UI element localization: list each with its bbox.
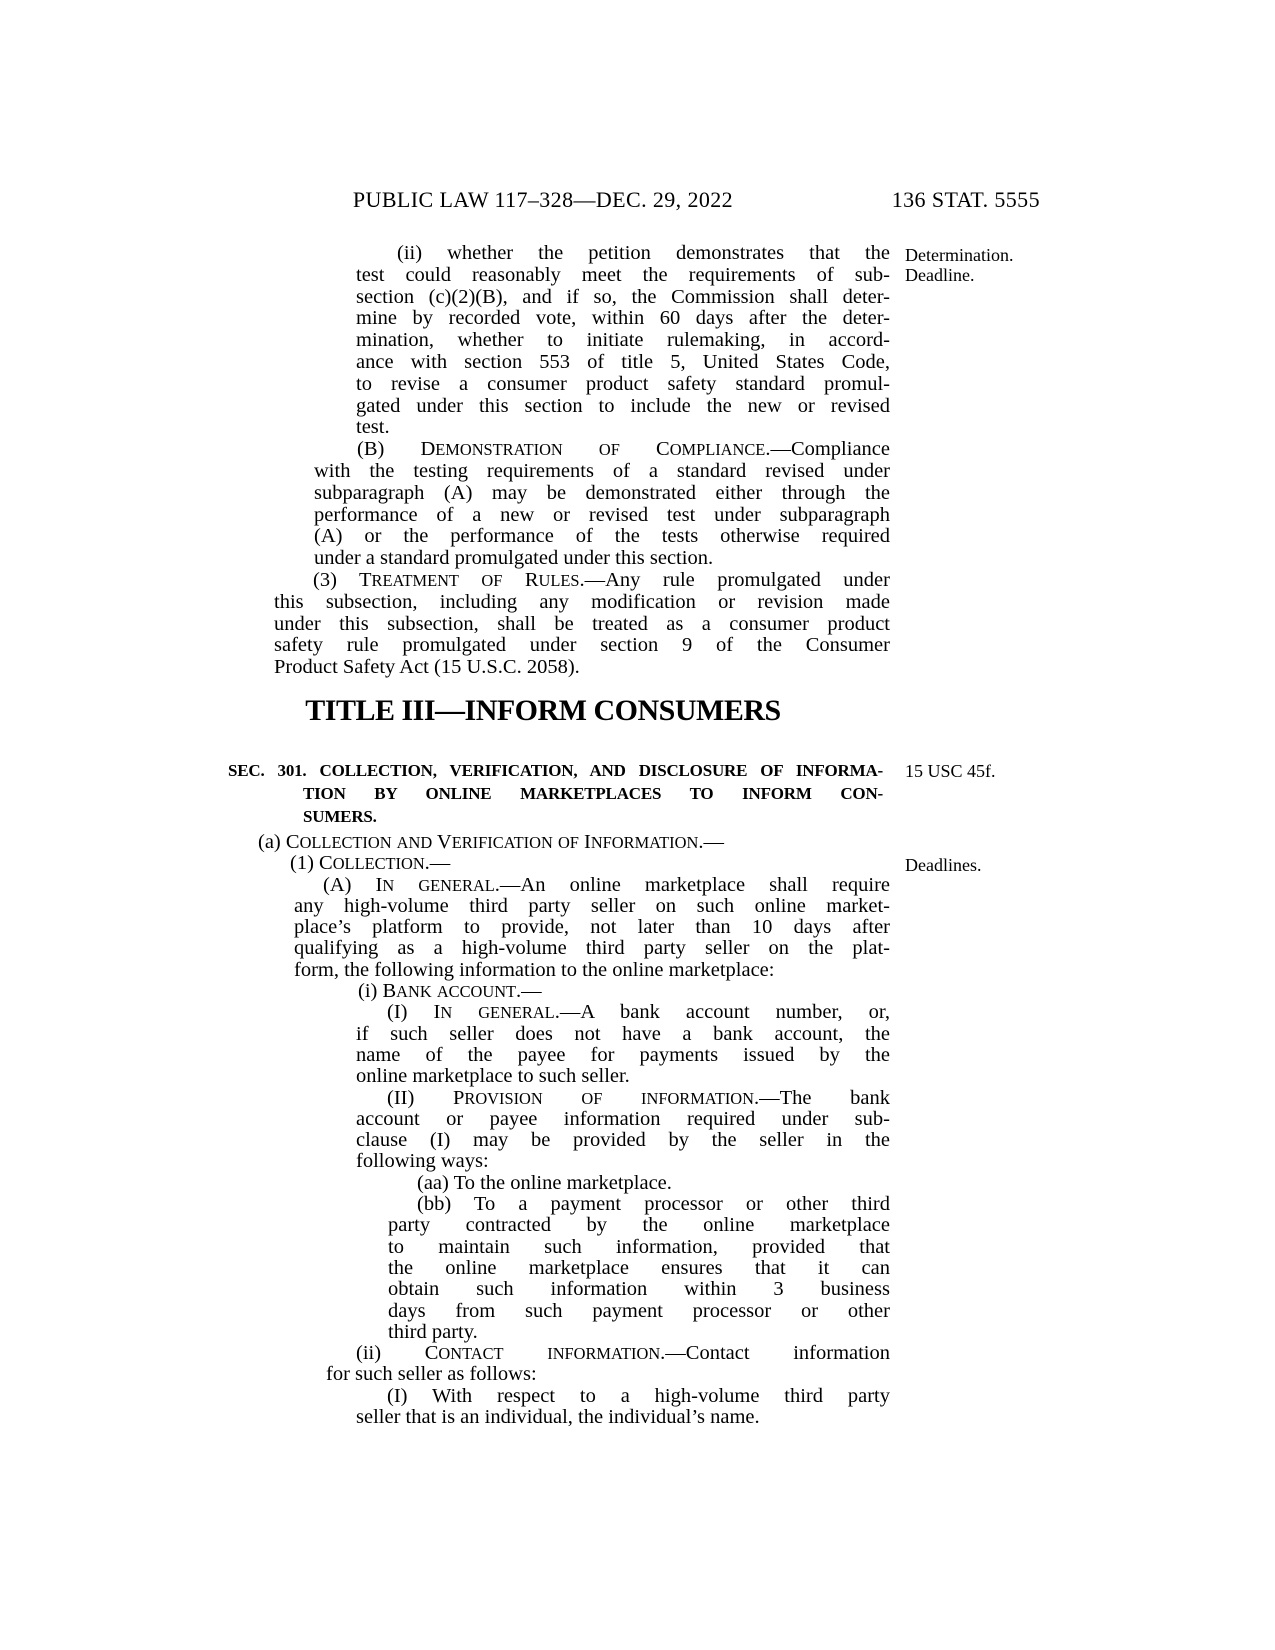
text-line: ance with section 553 of title 5, United States Code, <box>356 350 890 373</box>
small-caps-text: PROVISION OF INFORMATION <box>453 1086 754 1109</box>
paragraph <box>356 243 890 439</box>
paragraph <box>388 1194 890 1343</box>
text-line: online marketplace to such seller. <box>356 1065 630 1088</box>
text-line: name of the payee for payments issued by the <box>356 1043 890 1066</box>
margin-note-line: Deadlines. <box>905 855 982 875</box>
small-caps-text: IN GENERAL <box>433 1001 555 1024</box>
text-line: SUMERS. <box>303 807 377 826</box>
margin-note <box>905 855 1150 875</box>
text-line: for such seller as follows: <box>326 1363 537 1386</box>
text-line: party contracted by the online marketplace <box>388 1214 890 1237</box>
text-line: under a standard promulgated under this section. <box>314 547 714 570</box>
text-line: (B) DEMONSTRATION OF COMPLIANCE.—Compliance <box>357 438 890 461</box>
small-caps-text: TREATMENT OF RULES <box>359 568 580 591</box>
text-line: third party. <box>388 1320 478 1343</box>
running-header-law: PUBLIC LAW 117–328—DEC. 29, 2022 <box>352 187 734 212</box>
text-line: qualifying as a high-volume third party seller on the plat- <box>294 937 890 960</box>
text-line: with the testing requirements of a standard revised under <box>314 459 890 482</box>
paragraph <box>326 981 890 1002</box>
small-caps-text: BANK ACCOUNT <box>382 980 517 1003</box>
paragraph <box>356 1386 890 1429</box>
text-line: (3) TREATMENT OF RULES.—Any rule promulgated under <box>313 568 890 591</box>
text-line: section (c)(2)(B), and if so, the Commission shall deter- <box>356 285 890 308</box>
text-line: (1) COLLECTION.— <box>290 852 451 875</box>
margin-note-line: Determination. <box>905 245 1014 265</box>
text-line: this subsection, including any modification or revision made <box>274 590 890 613</box>
text-line: clause (I) may be provided by the seller in the <box>356 1129 890 1152</box>
text-line: seller that is an individual, the individual’s name. <box>356 1406 760 1429</box>
text-line: test. <box>356 416 390 439</box>
small-caps-text: COLLECTION AND VERIFICATION OF INFORMATION <box>285 831 699 853</box>
text-line: (A) or the performance of the tests otherwise required <box>314 525 890 548</box>
title-iii-heading: TITLE III—INFORM CONSUMERS <box>305 694 781 727</box>
paragraph <box>356 1002 890 1087</box>
text-line: following ways: <box>356 1150 489 1173</box>
paragraph <box>388 1173 890 1194</box>
margin-note <box>905 245 1150 285</box>
text-line: SEC. 301. COLLECTION, VERIFICATION, AND DISCLOSURE OF INFORMA- <box>228 761 883 780</box>
text-line: test could reasonably meet the requirements of sub- <box>356 263 890 286</box>
amendment-paragraphs-block <box>230 243 890 679</box>
paragraph <box>314 439 890 570</box>
text-line: (II) PROVISION OF INFORMATION.—The bank <box>387 1086 890 1109</box>
text-line: account or payee information required under sub- <box>356 1107 890 1130</box>
text-line: (ii) CONTACT INFORMATION.—Contact information <box>356 1342 890 1365</box>
text-line: obtain such information within 3 business <box>388 1278 890 1301</box>
text-line: if such seller does not have a bank account, the <box>356 1022 890 1045</box>
small-caps-text: DEMONSTRATION OF COMPLIANCE <box>420 438 766 461</box>
text-line: under this subsection, shall be treated as a consumer product <box>274 612 890 635</box>
paragraph <box>274 570 890 679</box>
text-line: any high-volume third party seller on such online market- <box>294 894 890 917</box>
paragraph <box>258 853 890 874</box>
section-301-heading <box>228 759 883 828</box>
text-line: (I) With respect to a high-volume third party <box>387 1384 890 1407</box>
text-line: (aa) To the online marketplace. <box>417 1171 672 1194</box>
small-caps-text: COLLECTION <box>319 852 425 875</box>
text-line: (I) IN GENERAL.—A bank account number, or, <box>387 1001 891 1024</box>
margin-note-line: Deadline. <box>905 265 975 285</box>
text-line: subparagraph (A) may be demonstrated either through the <box>314 481 890 504</box>
text-line: (a) COLLECTION AND VERIFICATION OF INFORMATION.— <box>258 831 724 853</box>
paragraph <box>228 759 883 828</box>
text-line: place’s platform to provide, not later than 10 days after <box>294 916 890 939</box>
small-caps-text: CONTACT INFORMATION <box>424 1342 661 1365</box>
text-line: to maintain such information, provided that <box>388 1235 890 1258</box>
text-line: mine by recorded vote, within 60 days after the deter- <box>356 307 890 330</box>
text-line: performance of a new or revised test under subparagraph <box>314 503 890 526</box>
text-line: to revise a consumer product safety standard promul- <box>356 372 890 395</box>
paragraph <box>326 1343 890 1386</box>
text-line: gated under this section to include the new or revised <box>356 394 890 417</box>
text-line: TION BY ONLINE MARKETPLACES TO INFORM CON- <box>303 784 883 803</box>
text-line: safety rule promulgated under section 9 of the Consumer <box>274 634 890 657</box>
text-line: (i) BANK ACCOUNT.— <box>358 980 542 1003</box>
text-line: (A) IN GENERAL.—An online marketplace shall require <box>323 873 890 896</box>
margin-note-line: 15 USC 45f. <box>905 761 996 781</box>
text-line: (ii) whether the petition demonstrates that the <box>397 242 890 264</box>
paragraph <box>294 875 890 981</box>
text-line: Product Safety Act (15 U.S.C. 2058). <box>274 656 580 679</box>
paragraph <box>230 832 890 853</box>
paragraph <box>356 1088 890 1173</box>
text-line: the online marketplace ensures that it can <box>388 1256 890 1279</box>
text-line: form, the following information to the online marketplace: <box>294 958 775 981</box>
text-line: days from such payment processor or other <box>388 1299 890 1322</box>
margin-note <box>905 761 1150 781</box>
text-line: mination, whether to initiate rulemaking, in accord- <box>356 329 890 352</box>
section-body-block <box>230 832 890 1428</box>
text-line: (bb) To a payment processor or other third <box>417 1193 890 1216</box>
small-caps-text: IN GENERAL <box>375 873 495 896</box>
running-header-stat-citation: 136 STAT. 5555 <box>891 187 1040 212</box>
